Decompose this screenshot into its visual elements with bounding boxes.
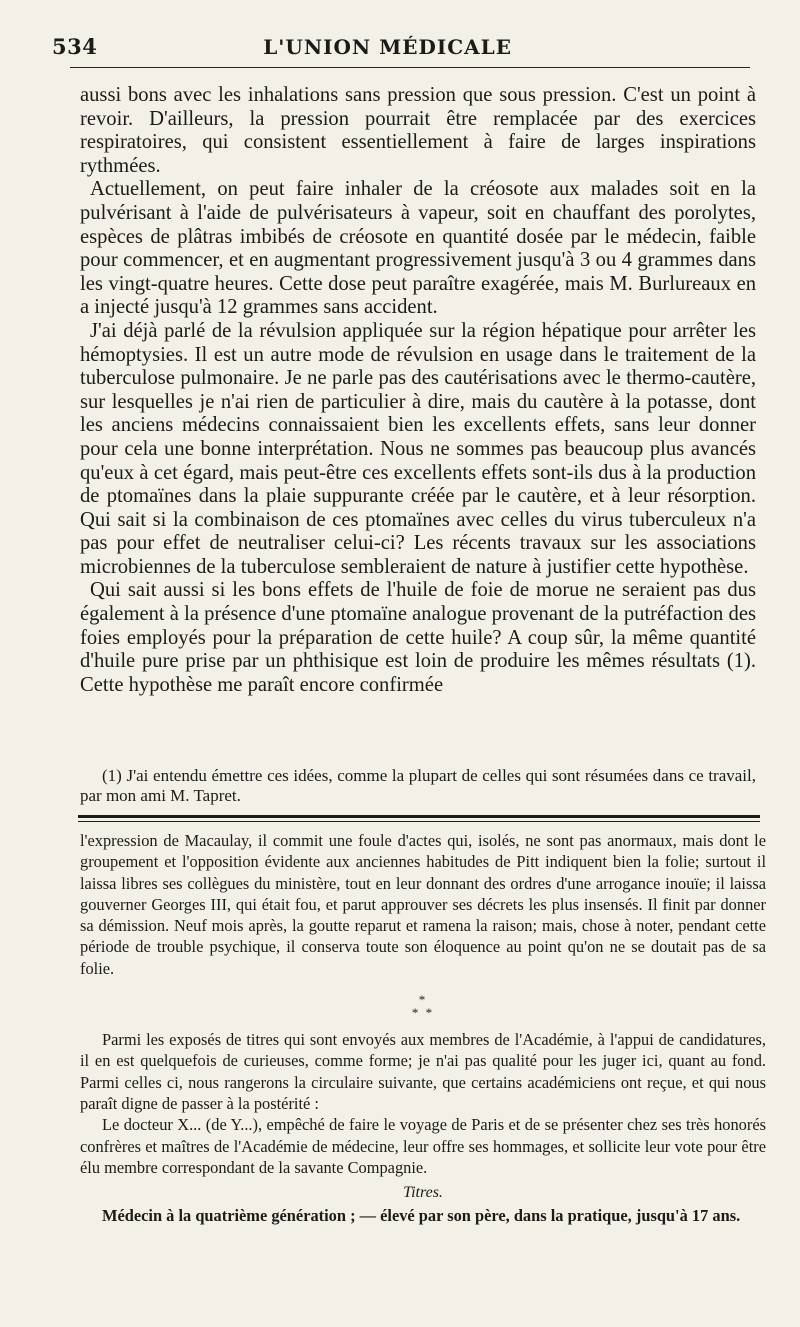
header-rule (70, 67, 750, 68)
feuilleton-paragraph: Le docteur X... (de Y...), empêché de faire le voyage de Paris et de se présenter chez ses très honorés confrères et maîtres de l'Académie de médecine, leur offre ses hommages, et sollicite leur vote pour être élu membre correspondant de la savante Compagnie. (80, 1115, 766, 1177)
footnote (80, 766, 756, 806)
body-paragraph: aussi bons avec les inhalations sans pression que sous pression. C'est un point à revoir. D'ailleurs, la pression pourrait être remplacée par des exercices respiratoires, qui consistent essentiellement à faire de larges inspirations rythmées. (80, 84, 756, 177)
running-title: L'UNION MÉDICALE (263, 35, 512, 59)
body-paragraph: Actuellement, on peut faire inhaler de la créosote aux malades soit en la pulvérisant à l'aide de pulvérisateurs à vapeur, soit en chauffant des porolytes, espèces de plâtras imbibés de créosote en quantité dosée par le médecin, faible pour commencer, et en augmentant progressivement jusqu'à 3 ou 4 grammes dans les vingt-quatre heures. Cette dose peut paraître exagérée, mais M. Burlureaux en a injecté jusqu'à 12 grammes sans accident. (80, 178, 756, 319)
page-header (52, 34, 752, 60)
titles-heading: Titres. (403, 1184, 443, 1202)
footnote-text: (1) J'ai entendu émettre ces idées, comme la plupart de celles qui sont résumées dans ce travail, par mon ami M. Tapret. (80, 766, 756, 805)
body-paragraph: J'ai déjà parlé de la révulsion appliquée sur la région hépatique pour arrêter les hémoptysies. Il est un autre mode de révulsion en usage dans le traitement de la tuberculose pulmonaire. Je ne parle pas des cautérisations avec le thermo-cautère, sur lesquelles je n'ai rien de particulier à dire, mais du cautère à la potasse, dont les anciens médecins connaissaient bien les excellents effets, sans leur donner pour cela une bonne interprétation. Nous ne sommes pas beaucoup plus avancés qu'eux à cet égard, mais peut-être ces excellents effets sont-ils dus à la production de ptomaïnes dans la plaie suppurante créée par le cautère, et à leur résorption. Qui sait si la combinaison de ces ptomaïnes avec celles du virus tuberculeux n'a pas pour effet de neutraliser celui-ci? Les récents travaux sur les associations microbiennes de la tuberculose sembleraient de nature à justifier cette hypothèse. (80, 319, 756, 578)
asterism: * * * (411, 992, 435, 1021)
feuilleton-paragraph: l'expression de Macaulay, il commit une foule d'actes qui, isolés, ne sont pas anormaux, mais dont le groupement et l'opposition évidente aux anciennes habitudes de Pitt indiquent bien la folie; surtout il laissa libres ses collègues du ministère, tout en leur donnant des ordres d'une arrogance inouïe; il laissa gouverner Georges III, qui était fou, et parut approuver ses décrets les plus insensés. Il finit par donner sa démission. Neuf mois après, la goutte reparut et ramena la raison; mais, chose à noter, pendant cette période de trouble psychique, il conserva toute son éloquence au point qu'on ne se doutait pas de sa folie. (80, 831, 766, 978)
body-paragraph: Qui sait aussi si les bons effets de l'huile de foie de morue ne seraient pas dus également à la présence d'une ptomaïne analogue provenant de la putréfaction des foies employés pour la préparation de cette huile? A coup sûr, la même quantité d'huile pure prise par un phthisique est loin de produire les mêmes résultats (1). Cette hypothèse me paraît encore confirmée (80, 579, 756, 696)
feuilleton-separator-thin (78, 821, 760, 822)
feuilleton-section (80, 830, 766, 1227)
feuilleton-paragraph: Médecin à la quatrième génération ; — élevé par son père, dans la pratique, jusqu'à 17 ans. (102, 1206, 741, 1226)
feuilleton-separator (78, 815, 760, 818)
main-article (80, 84, 756, 697)
feuilleton-paragraph: Parmi les exposés de titres qui sont envoyés aux membres de l'Académie, à l'appui de candidatures, il en est quelquefois de curieuses, comme forme; je n'ai pas qualité pour les juger ici, quant au fond. Parmi celles ci, nous rangerons la circulaire suivante, que certains académiciens ont reçue, et qui nous paraît digne de passer à la postérité : (80, 1030, 766, 1113)
page-number: 534 (52, 34, 98, 59)
